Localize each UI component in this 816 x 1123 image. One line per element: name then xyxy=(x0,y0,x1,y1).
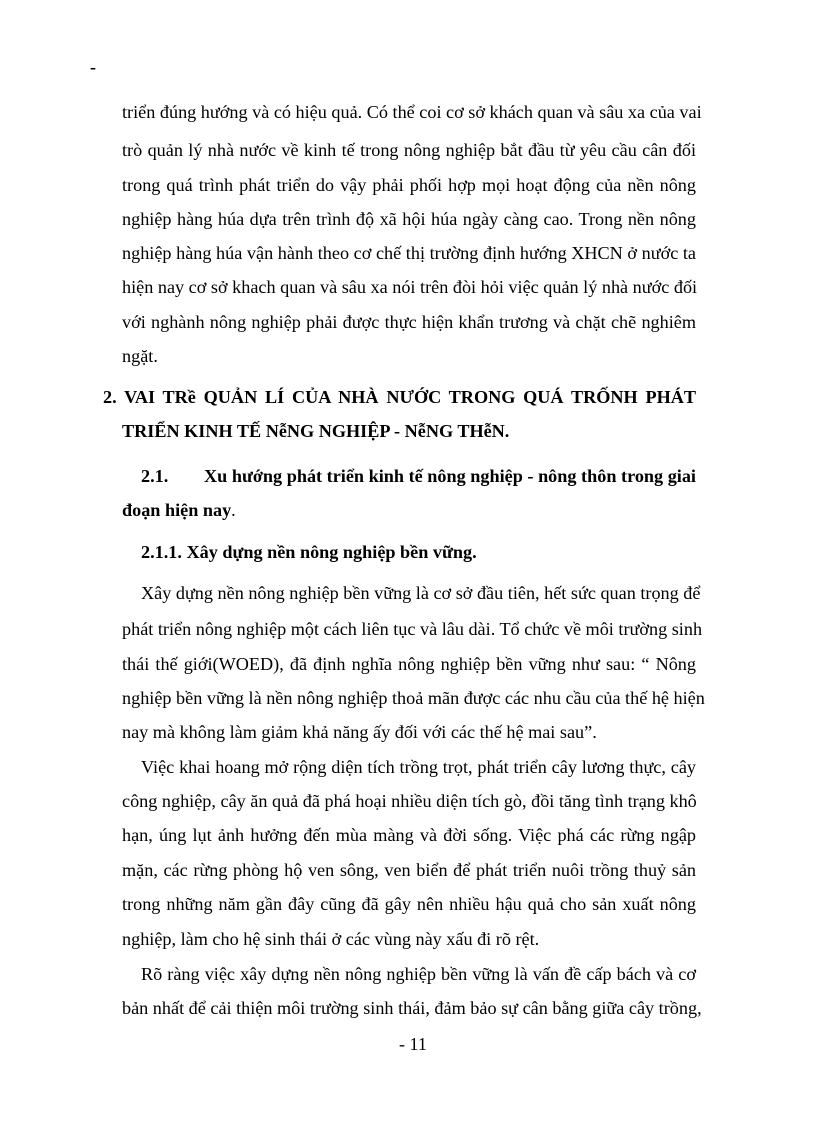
section-heading-2-1-1: 2.1.1. Xây dựng nền nông nghiệp bền vững. xyxy=(141,542,477,562)
paragraph-1-line-3: trong quá trình phát triển do vậy phải phối hợp mọi hoạt động của nền nông xyxy=(122,175,696,195)
paragraph-2-line-2: phát triển nông nghiệp một cách liên tục và lâu dài. Tổ chức về môi trường sinh xyxy=(122,619,703,639)
section-heading-2-1-line-2-text: đoạn hiện nay xyxy=(122,500,232,520)
paragraph-1-line-8: ngặt. xyxy=(122,346,158,366)
section-heading-2-1-line-1: Xu hướng phát triển kinh tế nông nghiệp - nông thôn trong giai xyxy=(204,466,696,486)
section-heading-2-1-period: . xyxy=(231,500,236,520)
section-heading-2-1-line-2 xyxy=(122,501,236,519)
paragraph-1-line-4: nghiệp hàng húa dựa trên trình độ xã hội húa ngày càng cao. Trong nền nông xyxy=(122,209,696,229)
paragraph-2-line-5: nay mà không làm giảm khả năng ấy đối với các thế hệ mai sau”. xyxy=(122,722,597,742)
paragraph-1-line-2: trò quản lý nhà nước về kinh tế trong nông nghiệp bắt đầu từ yêu cầu cân đối xyxy=(122,140,696,160)
page-number: - 11 xyxy=(399,1034,427,1054)
paragraph-1-line-1: triển đúng hướng và có hiệu quả. Có thể coi cơ sở khách quan và sâu xa của vai xyxy=(122,102,702,122)
paragraph-3-line-2: công nghiệp, cây ăn quả đã phá hoại nhiều diện tích gò, đồi tăng tình trạng khô xyxy=(122,791,697,811)
paragraph-3-line-1: Việc khai hoang mở rộng diện tích trồng trọt, phát triển cây lương thực, cây xyxy=(141,757,696,777)
paragraph-3-line-3: hạn, úng lụt ảnh hưởng đến mùa màng và đời sống. Việc phá các rừng ngập xyxy=(122,825,696,845)
paragraph-1-line-5: nghiệp hàng húa vận hành theo cơ chế thị trường định hướng XHCN ở nước ta xyxy=(122,243,696,263)
paragraph-4-line-1: Rõ ràng việc xây dựng nền nông nghiệp bền vững là vấn đề cấp bách và cơ xyxy=(141,964,696,984)
paragraph-3-line-6: nghiệp, làm cho hệ sinh thái ở các vùng này xấu đi rõ rệt. xyxy=(122,929,540,949)
section-heading-2-line-1: 2. VAI TRề QUẢN LÍ CỦA NHÀ NƯỚC TRONG QUÁ TRỐNH PHÁT xyxy=(103,387,696,407)
paragraph-2-line-3: thái thế giới(WOED), đã định nghĩa nông nghiệp bền vững như sau: “ Nông xyxy=(122,654,696,674)
top-mark: - xyxy=(90,57,96,77)
paragraph-4-line-2: bản nhất để cải thiện môi trường sinh thái, đảm bảo sự cân bằng giữa cây trồng, xyxy=(122,998,702,1018)
section-heading-2-1-number: 2.1. xyxy=(141,466,169,486)
paragraph-3-line-4: mặn, các rừng phòng hộ ven sông, ven biển để phát triển nuôi trồng thuỷ sản xyxy=(122,860,696,880)
section-heading-2-line-2: TRIỂN KINH TẾ NễNG NGHIỆP - NễNG THễN. xyxy=(122,421,510,441)
paragraph-2-line-1: Xây dựng nền nông nghiệp bền vững là cơ sở đầu tiên, hết sức quan trọng để xyxy=(141,583,701,603)
paragraph-3-line-5: trong những năm gần đây cũng đã gây nên nhiều hậu quả cho sản xuất nông xyxy=(122,894,696,914)
paragraph-1-line-6: hiện nay cơ sở khach quan và sâu xa nói trên đòi hỏi việc quản lý nhà nước đối xyxy=(122,277,698,297)
paragraph-2-line-4: nghiệp bền vững là nền nông nghiệp thoả mãn được các nhu cầu của thế hệ hiện xyxy=(122,688,705,708)
paragraph-1-line-7: với nghành nông nghiệp phải được thực hiện khẩn trương và chặt chẽ nghiêm xyxy=(122,312,696,332)
